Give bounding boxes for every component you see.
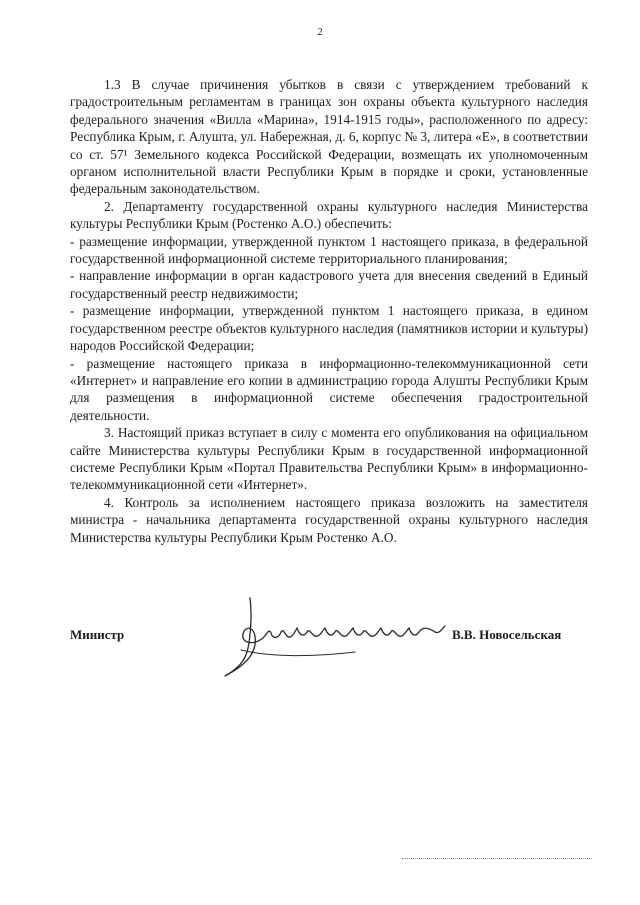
signatory-title: Министр	[70, 627, 125, 642]
bullet-cadastral: - направление информации в орган кадастрового учета для внесения сведений в Единый государственный реестр недвижимости;	[70, 268, 588, 301]
bullet-heritage-registry: - размещение информации, утвержденной пунктом 1 настоящего приказа, в едином государственном реестре объектов культурного наследия (памятников истории и культуры) народов Российской Федерации;	[70, 303, 588, 354]
paragraph-1-3: 1.3 В случае причинения убытков в связи с утверждением требований к градостроительным регламентам в границах зон охраны объекта культурного наследия федерального значения «Вилла «Марина», 1914-1915 годы», расположенного по адресу: Республика Крым, г. Алушта, ул. Набережная, д. 6, корпус № 3, литера «Е», в соответствии со ст. 57¹ Земельного кодекса Российской Федерации, возмещать их уполномоченным органом исполнительной власти Республики Крым в порядке и сроки, установленные федеральным законодательством.	[70, 77, 588, 197]
page-number: 2	[317, 26, 323, 38]
paragraph-4: 4. Контроль за исполнением настоящего приказа возложить на заместителя министра - начальника департамента государственной охраны культурного наследия Министерства культуры Республики Крым Ростенко А.О.	[70, 494, 588, 545]
document-body	[70, 76, 588, 546]
footer-divider	[402, 858, 592, 859]
paragraph-2: 2. Департаменту государственной охраны культурного наследия Министерства культуры Республики Крым (Ростенко А.О.) обеспечить:	[70, 198, 588, 232]
handwritten-signature	[205, 588, 455, 683]
paragraph-3: 3. Настоящий приказ вступает в силу с момента его опубликования на официальном сайте Министерства культуры Республики Крым в государственной информационной системе Республики Крым «Портал Правительства Республики Крым» в информационно-телекоммуникационной сети «Интернет».	[70, 425, 588, 493]
bullet-fgis-tp: - размещение информации, утвержденной пунктом 1 настоящего приказа, в федеральной государственной информационной системе территориального планирования;	[70, 233, 588, 267]
bullet-internet-publication: - размещение настоящего приказа в информационно-телекоммуникационной сети «Интернет» и направление его копии в администрацию города Алушты Республики Крым для размещения в информационной системе обеспечения градостроительной деятельности.	[70, 355, 588, 423]
signatory-name: В.В. Новосельская	[452, 627, 562, 642]
